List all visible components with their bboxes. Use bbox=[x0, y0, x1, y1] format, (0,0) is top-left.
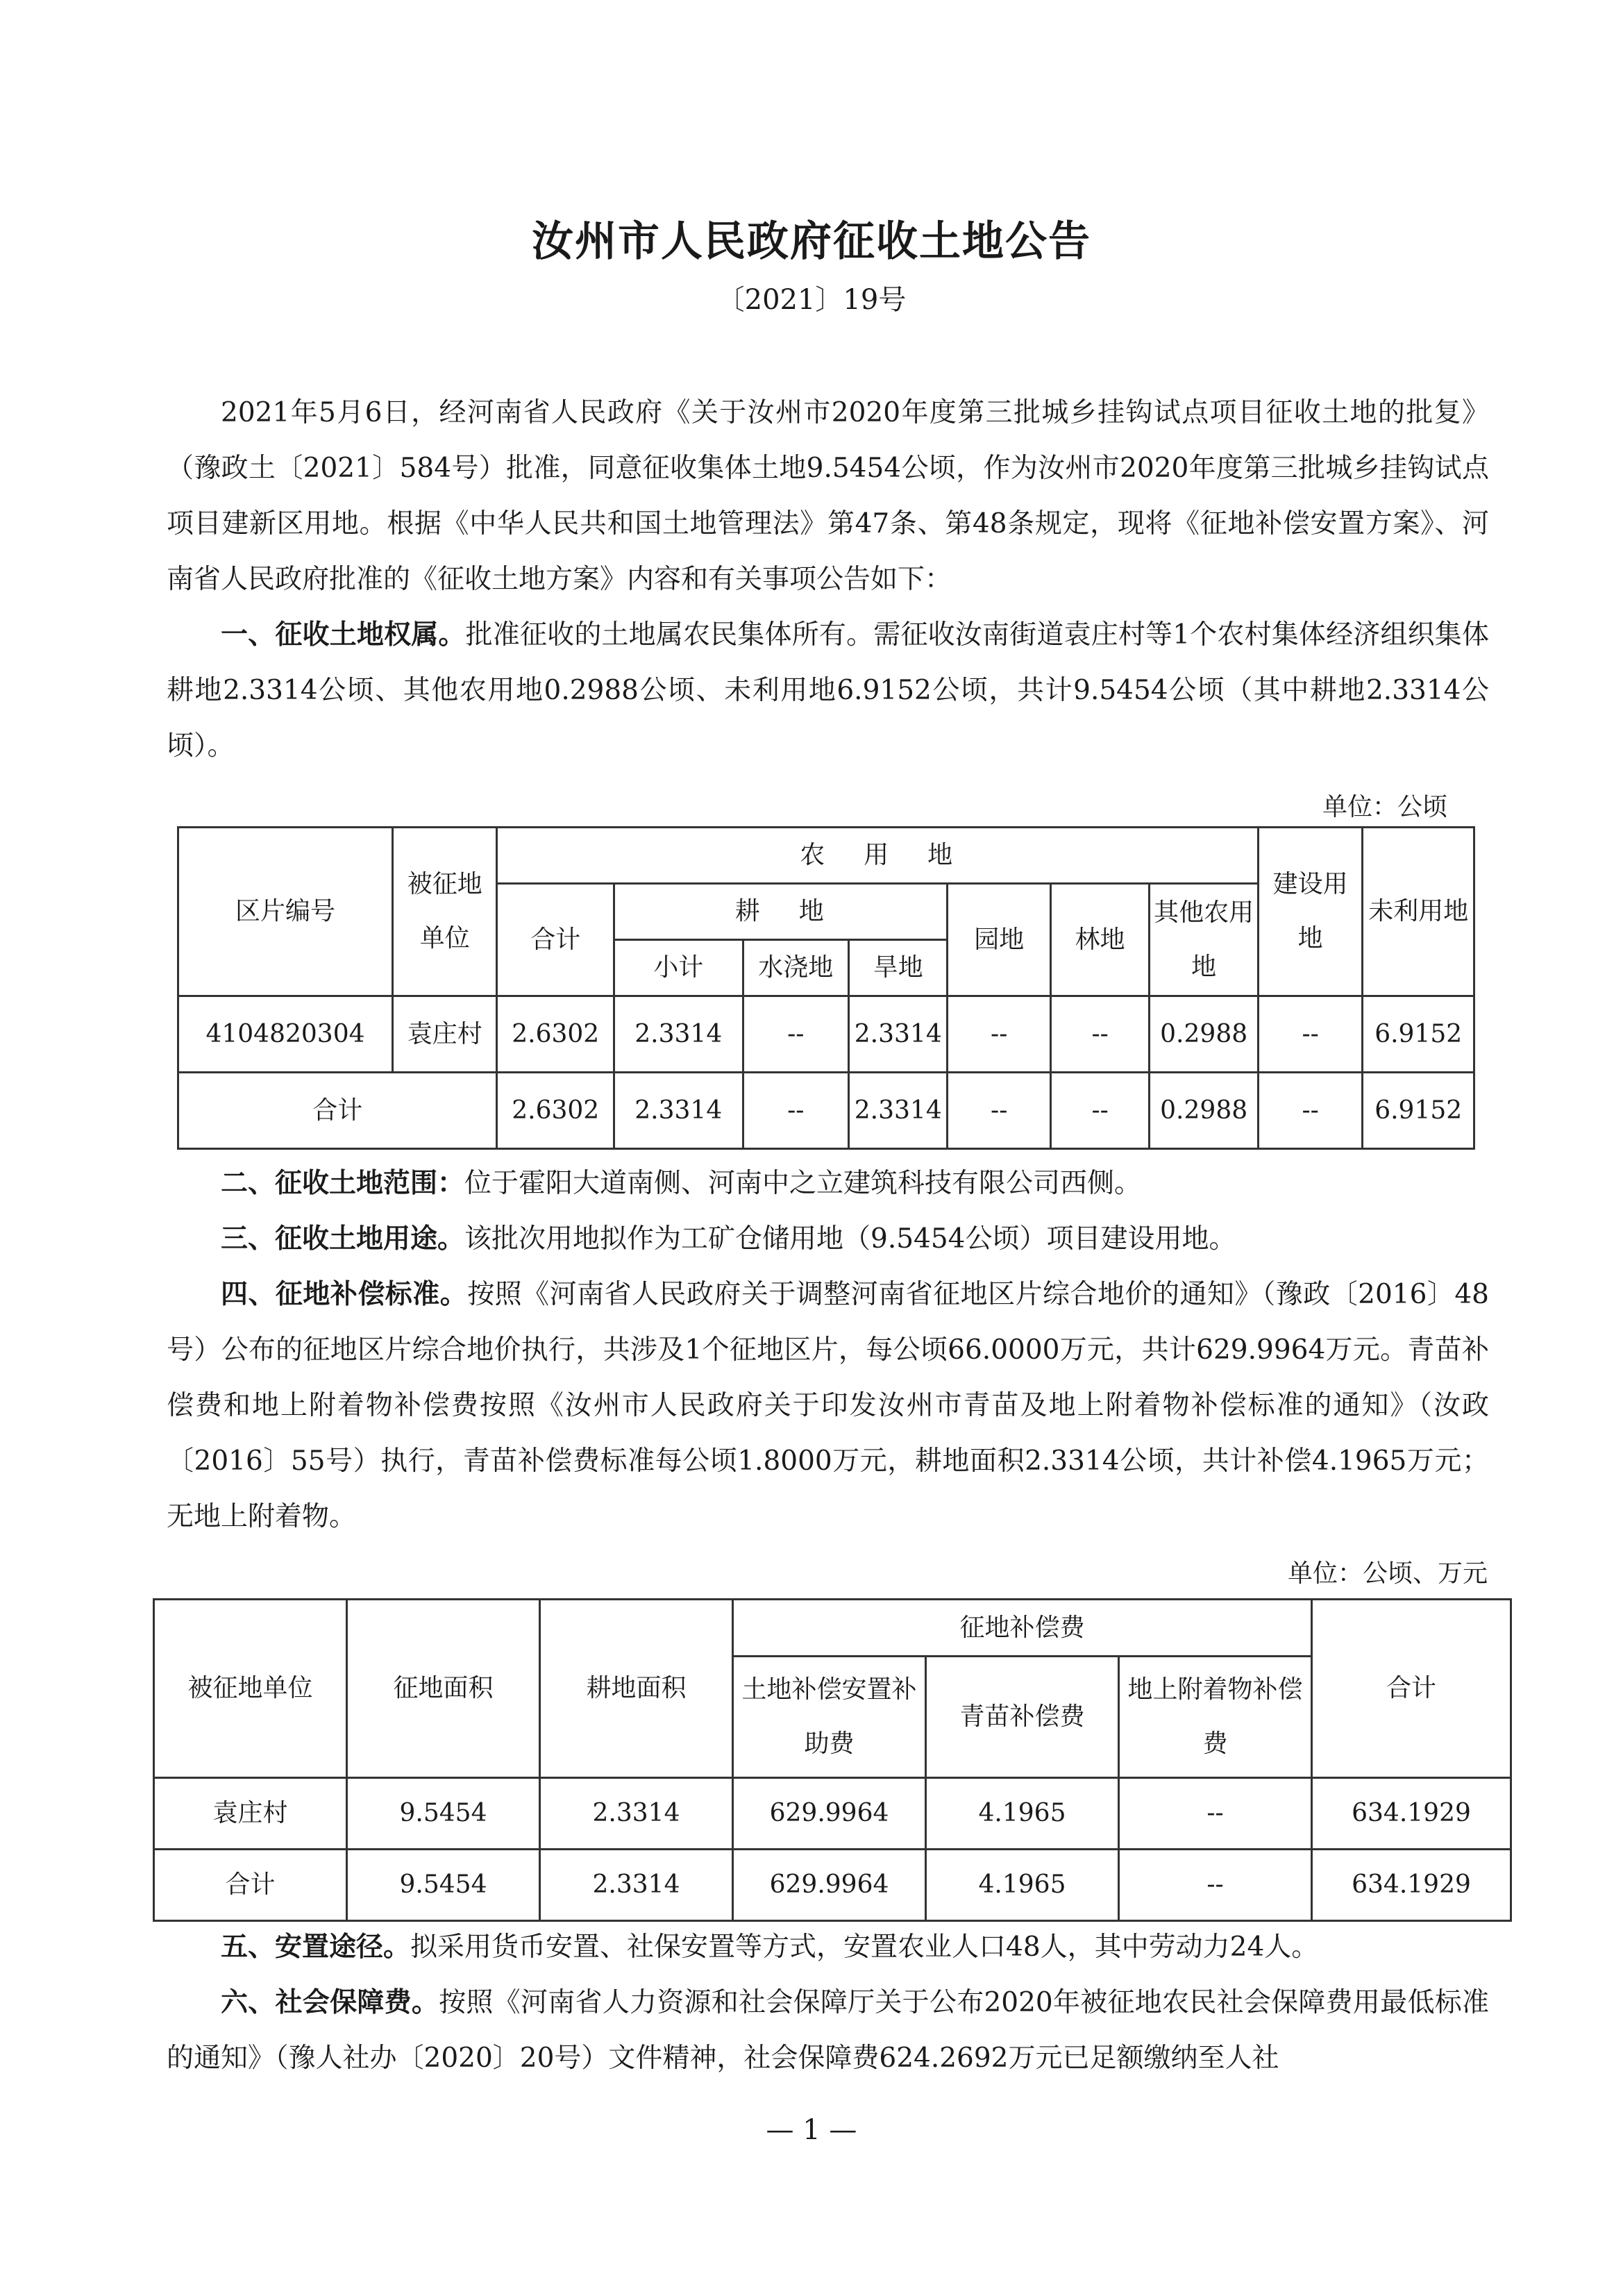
header-crop-comp: 青苗补偿费 bbox=[926, 1657, 1119, 1778]
document-title: 汝州市人民政府征收土地公告 bbox=[532, 217, 1091, 266]
cell-forest: -- bbox=[1050, 996, 1149, 1073]
cell-arable: 2.3314 bbox=[540, 1778, 733, 1850]
cell-sum-label: 合计 bbox=[178, 1073, 497, 1149]
cell-forest: -- bbox=[1050, 1073, 1149, 1149]
header-compensation: 征地补偿费 bbox=[733, 1600, 1312, 1657]
cell-construction: -- bbox=[1258, 1073, 1362, 1149]
land-table bbox=[177, 826, 1475, 1150]
section-2 bbox=[167, 1156, 1489, 1212]
header-construction: 建设用地 bbox=[1258, 828, 1362, 996]
cell-unit-name: 袁庄村 bbox=[154, 1778, 347, 1850]
header-farmland: 农用地 bbox=[497, 828, 1258, 884]
header-unused: 未利用地 bbox=[1363, 828, 1474, 996]
cell-crop-comp: 4.1965 bbox=[926, 1850, 1119, 1921]
section-6-body: 按照《河南省人力资源和社会保障厅关于公布2020年被征地农民社会保障费用最低标准的通知》（豫人社办〔2020〕20号）文件精神，社会保障费624.2692万元已足额缴纳至人社 bbox=[167, 1987, 1489, 2074]
section-1-heading: 一、征收土地权属。 bbox=[221, 619, 466, 651]
table-row bbox=[154, 1850, 1511, 1921]
section-1 bbox=[167, 607, 1489, 774]
cell-irrigated: -- bbox=[743, 1073, 848, 1149]
cell-garden: -- bbox=[948, 996, 1050, 1073]
cell-dry: 2.3314 bbox=[849, 996, 948, 1073]
cell-land-comp: 629.9964 bbox=[733, 1850, 926, 1921]
section-3-body: 该批次用地拟作为工矿仓储用地（9.5454公顷）项目建设用地。 bbox=[464, 1223, 1236, 1255]
section-3-heading: 三、征收土地用途。 bbox=[221, 1223, 465, 1255]
cell-subtotal: 2.3314 bbox=[614, 1073, 743, 1149]
cell-construction: -- bbox=[1258, 996, 1362, 1073]
cell-subtotal: 2.3314 bbox=[614, 996, 743, 1073]
header-garden: 园地 bbox=[948, 884, 1050, 996]
cell-total: 634.1929 bbox=[1312, 1778, 1511, 1850]
section-2-body: 位于霍阳大道南侧、河南中之立建筑科技有限公司西侧。 bbox=[464, 1168, 1142, 1199]
section-2-heading: 二、征收土地范围： bbox=[221, 1168, 465, 1199]
intro-paragraph: 2021年5月6日，经河南省人民政府《关于汝州市2020年度第三批城乡挂钩试点项目征收土地的批复》（豫政土〔2021〕584号）批准，同意征收集体土地9.5454公顷，作为汝州市2020年度第三批城乡挂钩试点项目建新区用地。根据《中华人民共和国土地管理法》第47条、第48条规定，现将《征地补偿安置方案》、河南省人民政府批准的《征收土地方案》内容和有关事项公告如下： bbox=[167, 397, 1489, 595]
header-attach-comp: 地上附着物补偿费 bbox=[1119, 1657, 1312, 1778]
compensation-table bbox=[153, 1598, 1512, 1922]
cell-unused: 6.9152 bbox=[1363, 1073, 1474, 1149]
cell-unit-name: 合计 bbox=[154, 1850, 347, 1921]
cell-unused: 6.9152 bbox=[1363, 996, 1474, 1073]
section-5-heading: 五、安置途径。 bbox=[221, 1932, 411, 1963]
section-6-heading: 六、社会保障费。 bbox=[221, 1987, 439, 2018]
table1-unit: 单位：公顷 bbox=[1322, 793, 1448, 821]
cell-crop-comp: 4.1965 bbox=[926, 1778, 1119, 1850]
header-total: 合计 bbox=[1312, 1600, 1511, 1778]
table2-unit: 单位：公顷、万元 bbox=[1288, 1559, 1488, 1588]
header-forest: 林地 bbox=[1050, 884, 1149, 996]
section-4-body: 按照《河南省人民政府关于调整河南省征地区片综合地价的通知》（豫政〔2016〕48号）公布的征地区片综合地价执行，共涉及1个征地区片，每公顷66.0000万元，共计629.9964万元。青苗补偿费和地上附着物补偿费按照《汝州市人民政府关于印发汝州市青苗及地上附着物补偿标准的通知》（汝政〔2016〕55号）执行，青苗补偿费标准每公顷1.8000万元，耕地面积2.3314公顷，共计补偿4.1965万元；无地上附着物。 bbox=[167, 1279, 1489, 1532]
cell-unit-name: 袁庄村 bbox=[392, 996, 496, 1073]
section-5-body: 拟采用货币安置、社保安置等方式，安置农业人口48人，其中劳动力24人。 bbox=[410, 1932, 1319, 1963]
header-land-comp: 土地补偿安置补助费 bbox=[733, 1657, 926, 1778]
cell-other: 0.2988 bbox=[1150, 996, 1259, 1073]
header-arable: 耕地面积 bbox=[540, 1600, 733, 1778]
header-zone: 区片编号 bbox=[178, 828, 393, 996]
header-irrigated: 水浇地 bbox=[743, 940, 848, 996]
section-5 bbox=[167, 1920, 1489, 1975]
cell-area: 9.5454 bbox=[347, 1778, 540, 1850]
section-3 bbox=[167, 1212, 1489, 1267]
header-subtotal: 小计 bbox=[614, 940, 743, 996]
table-sum-row bbox=[178, 1073, 1474, 1149]
table-row bbox=[154, 1778, 1511, 1850]
cell-dry: 2.3314 bbox=[849, 1073, 948, 1149]
page-number: — 1 — bbox=[766, 2114, 857, 2146]
cell-total: 634.1929 bbox=[1312, 1850, 1511, 1921]
table-row bbox=[178, 996, 1474, 1073]
cell-total: 2.6302 bbox=[497, 1073, 614, 1149]
document-number: 〔2021〕19号 bbox=[716, 284, 907, 316]
header-total: 合计 bbox=[497, 884, 614, 996]
cell-other: 0.2988 bbox=[1150, 1073, 1259, 1149]
cell-attach-comp: -- bbox=[1119, 1850, 1312, 1921]
cell-total: 2.6302 bbox=[497, 996, 614, 1073]
section-1-body: 批准征收的土地属农民集体所有。需征收汝南街道袁庄村等1个农村集体经济组织集体耕地2.3314公顷、其他农用地0.2988公顷、未利用地6.9152公顷，共计9.5454公顷（其中耕地2.3314公顷）。 bbox=[167, 619, 1489, 762]
cell-arable: 2.3314 bbox=[540, 1850, 733, 1921]
header-dry: 旱地 bbox=[849, 940, 948, 996]
header-unit-name: 被征地单位 bbox=[154, 1600, 347, 1778]
section-4-heading: 四、征地补偿标准。 bbox=[221, 1279, 468, 1310]
header-unit-name: 被征地单位 bbox=[392, 828, 496, 996]
section-6 bbox=[167, 1975, 1489, 2086]
section-4 bbox=[167, 1267, 1489, 1545]
cell-attach-comp: -- bbox=[1119, 1778, 1312, 1850]
cell-land-comp: 629.9964 bbox=[733, 1778, 926, 1850]
header-other: 其他农用地 bbox=[1150, 884, 1259, 996]
cell-area: 9.5454 bbox=[347, 1850, 540, 1921]
cell-zone: 4104820304 bbox=[178, 996, 393, 1073]
header-arable: 耕地 bbox=[614, 884, 948, 940]
header-area: 征地面积 bbox=[347, 1600, 540, 1778]
cell-garden: -- bbox=[948, 1073, 1050, 1149]
cell-irrigated: -- bbox=[743, 996, 848, 1073]
